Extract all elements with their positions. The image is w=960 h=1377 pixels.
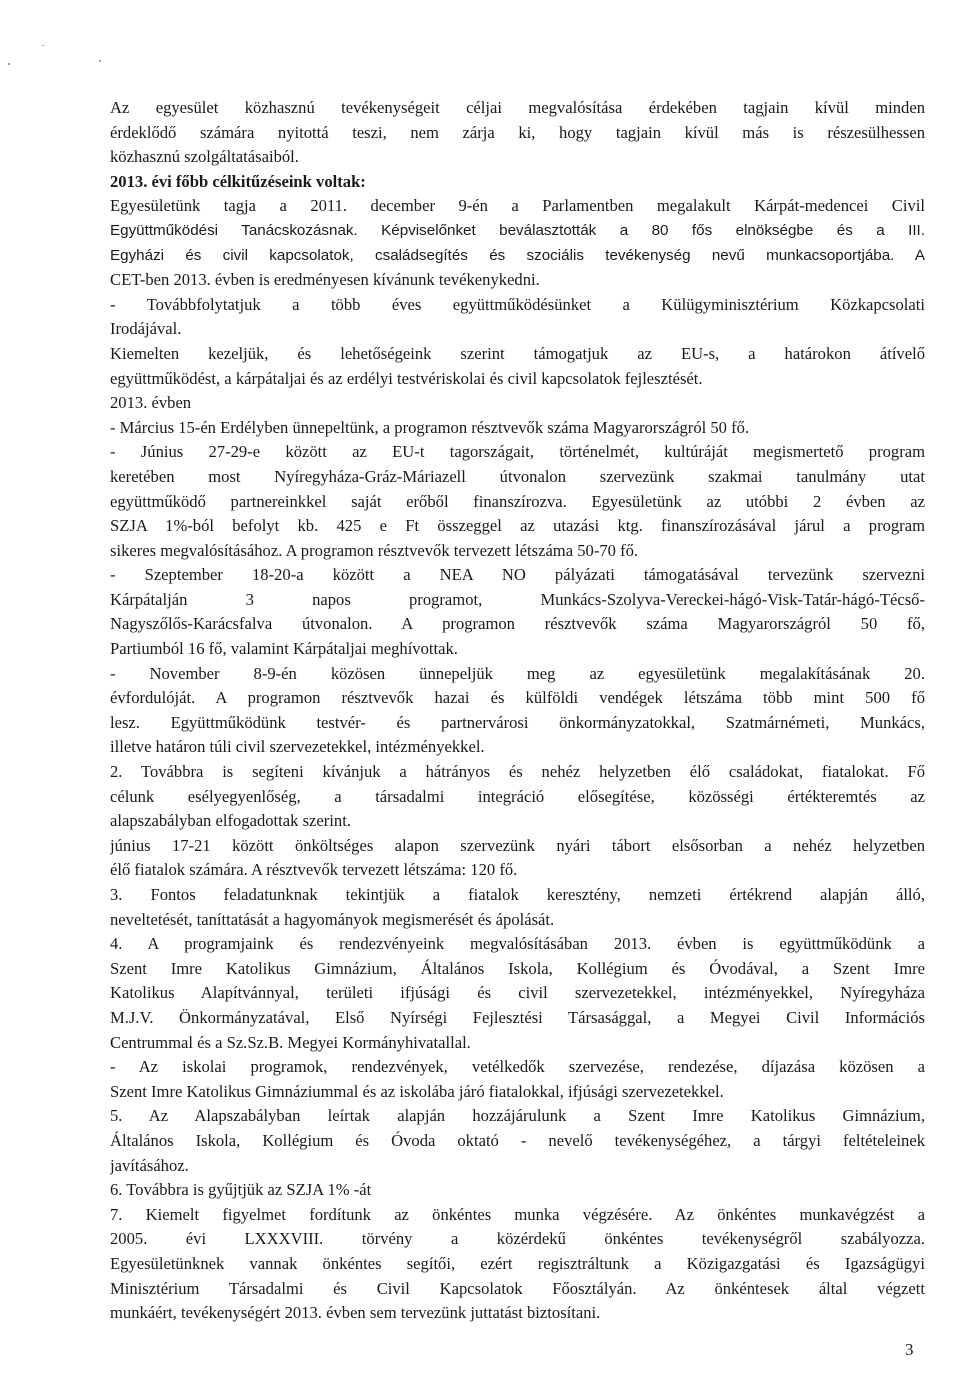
text-line: Partiumból 16 fő, valamint Kárpátaljai meghívottak. (110, 639, 458, 659)
text-line: Egyházi és civil kapcsolatok, családsegítés és szociális tevékenység nevű munkacsoportjába. A (110, 246, 925, 264)
scan-speck (8, 63, 10, 65)
text-line: SZJA 1%-ból befolyt kb. 425 e Ft összeggel az utazási ktg. finanszírozásával járul a program (110, 516, 925, 536)
text-line: Irodájával. (110, 319, 182, 339)
text-line: lesz. Együttműködünk testvér- és partnervárosi önkormányzatokkal, Szatmárnémeti, Munkács, (110, 712, 925, 732)
text-line: illetve határon túli civil szervezetekkel, intézményekkel. (110, 737, 485, 757)
text-line: Szent Imre Katolikus Gimnáziummal és az iskolába járó fiatalokkal, ifjúsági szervezetekkel. (110, 1081, 724, 1101)
text-line: - Szeptember 18-20-a között a NEA NO pályázati támogatásával tervezünk szervezni (110, 565, 925, 585)
text-line: M.J.V. Önkormányzatával, Első Nyírségi Fejlesztési Társasággal, a Megyei Civil Információs (110, 1007, 925, 1027)
text-line: 3. Fontos feladatunknak tekintjük a fiatalok keresztény, nemzeti értékrend alapján álló, (110, 885, 925, 904)
text-line: Minisztérium Társadalmi és Civil Kapcsolatok Főosztályán. Az önkéntesek által végzett (110, 1278, 925, 1298)
text-line: Nagyszőlős-Karácsfalva útvonalon. A programon résztvevők száma Magyarországról 50 fő, (110, 614, 925, 634)
text-line: évfordulóját. A programon résztvevők hazai és külföldi vendégek létszáma több mint 500 fő (110, 688, 925, 708)
text-line: - Június 27-29-e között az EU-t tagországait, történelmét, kultúráját megismertető program (110, 442, 925, 462)
text-line: Kárpátalján 3 napos programot, Munkács-Szolyva-Vereckei-hágó-Visk-Tatár-hágó-Técső- (110, 589, 925, 609)
text-line: sikeres megvalósításához. A programon résztvevők tervezett létszáma 50-70 fő. (110, 540, 639, 560)
text-line: - Március 15-én Erdélyben ünnepeltünk, a programon résztvevők száma Magyarországról 50 fő. (110, 417, 750, 437)
text-line: Egyesületünk tagja a 2011. december 9-én a Parlamentben megalakult Kárpát-medencei Civil (110, 196, 925, 216)
text-line: együttműködést, a kárpátaljai és az erdélyi testvériskolai és civil kapcsolatok fejlesztését. (110, 368, 703, 388)
text-line: Az egyesület közhasznú tevékenységeit céljai megvalósítása érdekében tagjain kívül minden (110, 98, 925, 117)
text-line: CET-ben 2013. évben is eredményesen kívánunk tevékenykedni. (110, 270, 540, 290)
text-line: érdeklődő számára nyitottá teszi, nem zárja ki, hogy tagjain kívül más is részesülhessen (110, 122, 925, 142)
text-line: 2. Továbbra is segíteni kívánjuk a hátrányos és nehéz helyzetben élő családokat, fiatalokat. Fő (110, 762, 925, 782)
page-number: 3 (905, 1340, 914, 1359)
text-line: közhasznú szolgáltatásaiból. (110, 147, 299, 167)
text-line: neveltetését, taníttatását a hagyományok megismerését és ápolását. (110, 909, 555, 929)
text-line: alapszabályban elfogadottak szerint. (110, 811, 351, 831)
text-line: 2013. évi főbb célkitűzéseink voltak: (110, 171, 366, 191)
text-line: Egyesületünknek vannak önkéntes segítői, ezért regisztráltunk a Közigazgatási és Igazságügyi (110, 1253, 925, 1273)
text-line: Szent Imre Katolikus Gimnázium, Általános Iskola, Kollégium és Óvodával, a Szent Imre (110, 958, 925, 978)
text-line: javításához. (110, 1155, 189, 1175)
scan-speck (99, 60, 101, 62)
text-line: - Az iskolai programok, rendezvények, vetélkedők szervezése, rendezése, díjazása közösen a (110, 1057, 925, 1077)
scan-speck (42, 45, 44, 46)
text-line: 2013. évben (110, 393, 192, 413)
text-line: június 17-21 között önköltséges alapon szervezünk nyári tábort elsősorban a nehéz helyzetben (110, 835, 925, 855)
text-line: Általános Iskola, Kollégium és Óvoda oktató - nevelő tevékenységéhez, a tárgyi feltételeinek (110, 1130, 925, 1150)
text-line: - Továbbfolytatjuk a több éves együttműködésünket a Külügyminisztérium Közkapcsolati (110, 294, 925, 314)
text-line: munkáért, tevékenységért 2013. évben sem tervezünk juttatást biztosítani. (110, 1303, 601, 1323)
text-line: Kiemelten kezeljük, és lehetőségeink szerint támogatjuk az EU-s, a határokon átívelő (110, 343, 925, 363)
text-line: 5. Az Alapszabályban leírtak alapján hozzájárulunk a Szent Imre Katolikus Gimnázium, (110, 1106, 925, 1126)
text-line: célunk esélyegyenlőség, a társadalmi integráció elősegítése, közösségi értékteremtés az (110, 786, 925, 806)
document-body (110, 96, 925, 1326)
text-line: együttműködő partnereinkkel saját erőből finanszírozva. Egyesületünk az utóbbi 2 évben az (110, 491, 925, 511)
text-line: 4. A programjaink és rendezvényeink megvalósításában 2013. évben is együttműködünk a (110, 934, 925, 954)
text-line: 2005. évi LXXXVIII. törvény a közérdekű önkéntes tevékenységről szabályozza. (110, 1229, 925, 1249)
text-line: - November 8-9-én közösen ünnepeljük meg az egyesületünk megalakításának 20. (110, 663, 925, 683)
text-line: keretében most Nyíregyháza-Gráz-Máriazell útvonalon szervezünk szakmai tanulmány utat (110, 466, 925, 486)
text-line: élő fiatalok számára. A résztvevők tervezett létszáma: 120 fő. (110, 860, 518, 880)
text-line: Centrummal és a Sz.Sz.B. Megyei Kormányhivatallal. (110, 1032, 471, 1052)
text-line: 7. Kiemelt figyelmet fordítunk az önkéntes munka végzésére. Az önkéntes munkavégzést a (110, 1204, 925, 1224)
text-line: Katolikus Alapítvánnyal, területi ifjúsági és civil szervezetekkel, intézményekkel, Nyíregyháza (110, 983, 925, 1003)
text-line: Együttműködési Tanácskozásnak. Képviselőnket beválasztották a 80 fős elnökségbe és a III. (110, 221, 925, 239)
text-line: 6. Továbbra is gyűjtjük az SZJA 1% -át (110, 1180, 372, 1200)
